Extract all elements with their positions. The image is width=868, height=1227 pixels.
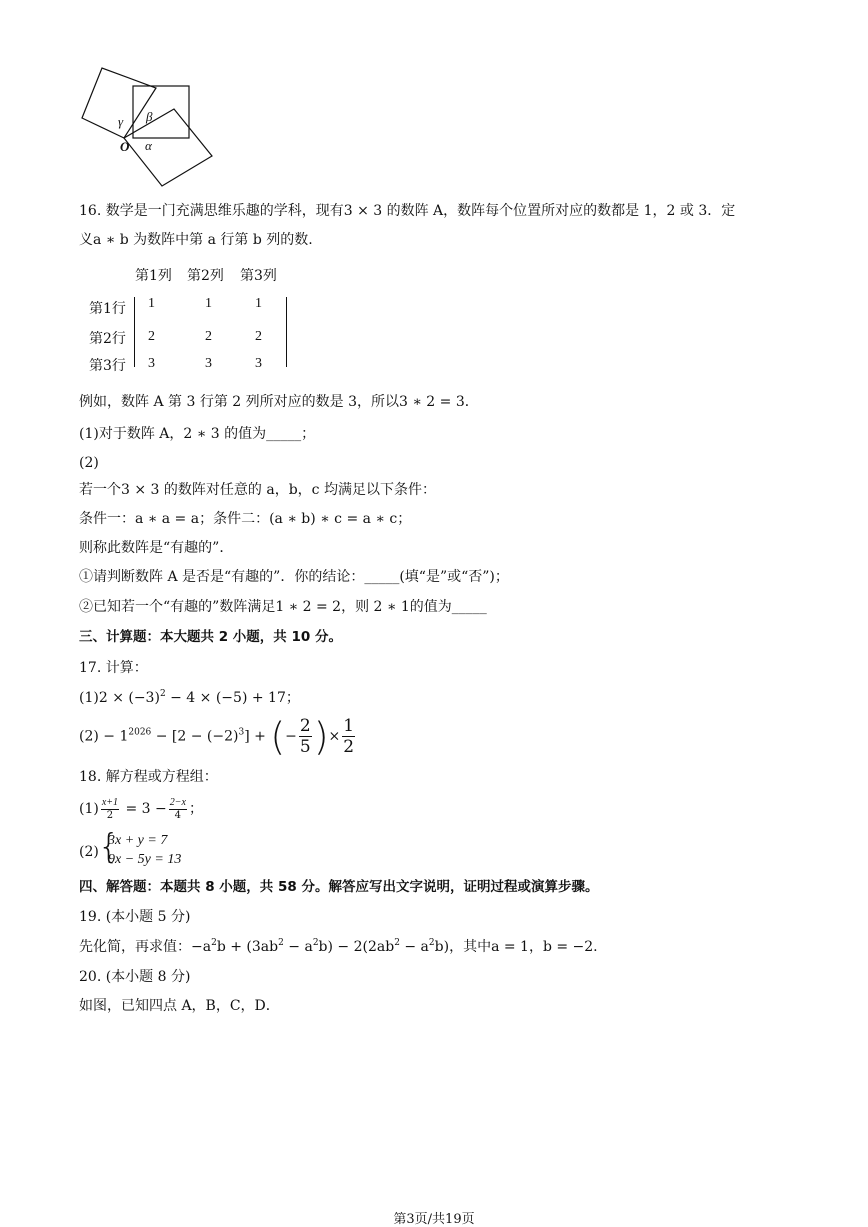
q17-part2: $(2) - 1^{2026} - [2 - (-2)^3]$ + (− $\frac{2}{5}$ )× $\frac{1}{2}$ bbox=[79, 714, 355, 759]
q16-conditions: 条件一：a ∗ a = a；条件二：(a ∗ b) ∗ c = a ∗ c； bbox=[79, 511, 412, 527]
q18-title: 18. 解方程或方程组： bbox=[79, 769, 218, 785]
matrix-left-bar bbox=[134, 297, 135, 367]
row-header-2: 第2行 bbox=[89, 331, 126, 347]
matrix-cell: 1 bbox=[255, 296, 262, 311]
row-header-3: 第3行 bbox=[89, 358, 126, 374]
matrix-cell: 1 bbox=[148, 296, 155, 311]
angle-alpha-label: α bbox=[145, 138, 152, 153]
square-middle bbox=[133, 86, 189, 138]
q19-title: 19. (本小题 5 分) bbox=[79, 909, 191, 925]
q16-condition-intro: 若一个3 × 3 的数阵对任意的 a，b，c 均满足以下条件： bbox=[79, 482, 436, 498]
matrix-right-bar bbox=[286, 297, 287, 367]
section4-heading: 四、解答题：本题共 8 小题，共 58 分。解答应写出文字说明，证明过程或演算步骤。 bbox=[79, 879, 599, 895]
q17-title: 17. 计算： bbox=[79, 660, 148, 676]
point-o-label: O bbox=[120, 139, 130, 154]
col-header-1: 第1列 bbox=[135, 268, 172, 284]
matrix-cell: 3 bbox=[255, 356, 262, 371]
square-right bbox=[124, 109, 212, 186]
rotated-squares-figure bbox=[70, 60, 230, 195]
matrix-cell: 1 bbox=[205, 296, 212, 311]
q19-text: 先化简，再求值：$-a^2b + (3ab^2 - a^2b) - 2(2ab^2 - a^2b)$，其中a = 1，b = −2. bbox=[79, 938, 598, 955]
q16-line2: 义a ∗ b 为数阵中第 a 行第 b 列的数. bbox=[79, 232, 313, 248]
q16-example: 例如，数阵 A 第 3 行第 2 列所对应的数是 3，所以3 ∗ 2 = 3． bbox=[79, 394, 479, 410]
q16-part2-label: (2) bbox=[79, 455, 99, 471]
angle-beta-label: β bbox=[146, 109, 153, 124]
matrix-cell: 3 bbox=[205, 356, 212, 371]
col-header-2: 第2列 bbox=[187, 268, 224, 284]
q16-line1: 16. 数学是一门充满思维乐趣的学科，现有3 × 3 的数阵 A，数阵每个位置所对应的数都是 1，2 或 3．定 bbox=[79, 203, 736, 219]
q16-sub1: ①请判断数阵 A 是否是“有趣的”．你的结论：_____(填“是”或“否”)； bbox=[79, 569, 509, 585]
q16-sub2: ②已知若一个“有趣的”数阵满足1 ∗ 2 = 2，则 2 ∗ 1的值为_____ bbox=[79, 599, 487, 615]
q16-definition: 则称此数阵是“有趣的”． bbox=[79, 540, 234, 556]
q17-part1: $(1)2 \times (-3)^2 - 4 \times (-5) + 17$； bbox=[79, 689, 300, 706]
q16-part1: (1)对于数阵 A，2 ∗ 3 的值为_____； bbox=[79, 426, 316, 442]
section3-heading: 三、计算题：本大题共 2 小题，共 10 分。 bbox=[79, 629, 342, 645]
q18-part1: (1) $\frac{x+1}{2}$ = 3 − $\frac{2-x}{4}$ ； bbox=[79, 796, 203, 821]
col-header-3: 第3列 bbox=[240, 268, 277, 284]
row-header-1: 第1行 bbox=[89, 301, 126, 317]
matrix-cell: 2 bbox=[255, 329, 262, 344]
q20-title: 20. (本小题 8 分) bbox=[79, 969, 191, 985]
page-footer: 第3页/共19页 bbox=[393, 1212, 475, 1227]
angle-gamma-label: γ bbox=[118, 114, 124, 129]
system-brace: { bbox=[98, 827, 120, 867]
matrix-cell: 2 bbox=[148, 329, 155, 344]
q20-text: 如图，已知四点 A，B，C，D． bbox=[79, 998, 280, 1014]
matrix-cell: 3 bbox=[148, 356, 155, 371]
matrix-cell: 2 bbox=[205, 329, 212, 344]
